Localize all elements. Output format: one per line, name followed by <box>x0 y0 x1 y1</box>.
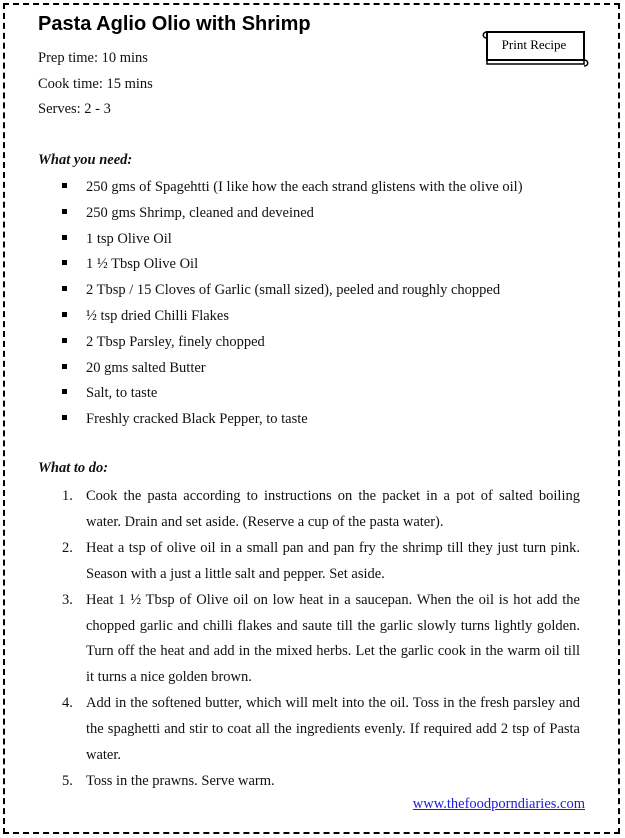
ingredients-list <box>62 176 523 434</box>
prep-time: Prep time: 10 mins <box>38 50 148 66</box>
ingredient-item: Salt, to taste <box>62 382 523 408</box>
ingredient-item: 250 gms of Spagehtti (I like how the each strand glistens with the olive oil) <box>62 176 523 202</box>
bullet-icon <box>62 338 67 343</box>
ingredient-item: Freshly cracked Black Pepper, to taste <box>62 408 523 434</box>
bullet-icon <box>62 209 67 214</box>
bullet-icon <box>62 260 67 265</box>
bullet-icon <box>62 286 67 291</box>
method-heading: What to do: <box>38 460 109 476</box>
ingredient-item: ½ tsp dried Chilli Flakes <box>62 305 523 331</box>
method-step: 5. Toss in the prawns. Serve warm. <box>62 772 275 789</box>
ingredient-item: 1 tsp Olive Oil <box>62 228 523 254</box>
bullet-icon <box>62 183 67 188</box>
recipe-title: Pasta Aglio Olio with Shrimp <box>38 13 311 35</box>
bullet-icon <box>62 235 67 240</box>
ingredients-heading: What you need: <box>38 152 133 168</box>
ingredient-item: 250 gms Shrimp, cleaned and deveined <box>62 202 523 228</box>
ingredient-item: 2 Tbsp Parsley, finely chopped <box>62 331 523 357</box>
method-step: 4. Add in the softened butter, which will melt into the oil. Toss in the fresh parsley and the spaghetti and stir to coat all the ingredients evenly. If required add 2 tsp of Pasta water. <box>62 695 580 764</box>
bullet-icon <box>62 364 67 369</box>
website-link[interactable]: www.thefoodporndiaries.com <box>412 796 585 812</box>
method-steps-list <box>62 484 580 795</box>
bullet-icon <box>62 415 67 420</box>
ingredient-item: 2 Tbsp / 15 Cloves of Garlic (small sized), peeled and roughly chopped <box>62 279 523 305</box>
ingredient-item: 20 gms salted Butter <box>62 357 523 383</box>
method-step: 1. Cook the pasta according to instructions on the packet in a pot of salted boiling water. Drain and set aside. (Reserve a cup of the pasta water). <box>62 488 580 530</box>
cook-time: Cook time: 15 mins <box>38 76 153 92</box>
serves: Serves: 2 - 3 <box>38 101 111 117</box>
print-recipe-button[interactable] <box>481 28 584 60</box>
bullet-icon <box>62 312 67 317</box>
method-step: 3. Heat 1 ½ Tbsp of Olive oil on low heat in a saucepan. When the oil is hot add the chopped garlic and chilli flakes and saute till the garlic slowly turns lightly golden. Turn off the heat and add in the mixed herbs. Let the garlic cook in the warm oil till it turns a nice golden brown. <box>62 591 580 686</box>
print-recipe-label: Print Recipe <box>501 37 567 52</box>
ingredient-item: 1 ½ Tbsp Olive Oil <box>62 253 523 279</box>
method-step: 2. Heat a tsp of olive oil in a small pan and pan fry the shrimp till they just turn pink. Season with a just a little salt and pepper. Set aside. <box>62 539 580 582</box>
bullet-icon <box>62 389 67 394</box>
